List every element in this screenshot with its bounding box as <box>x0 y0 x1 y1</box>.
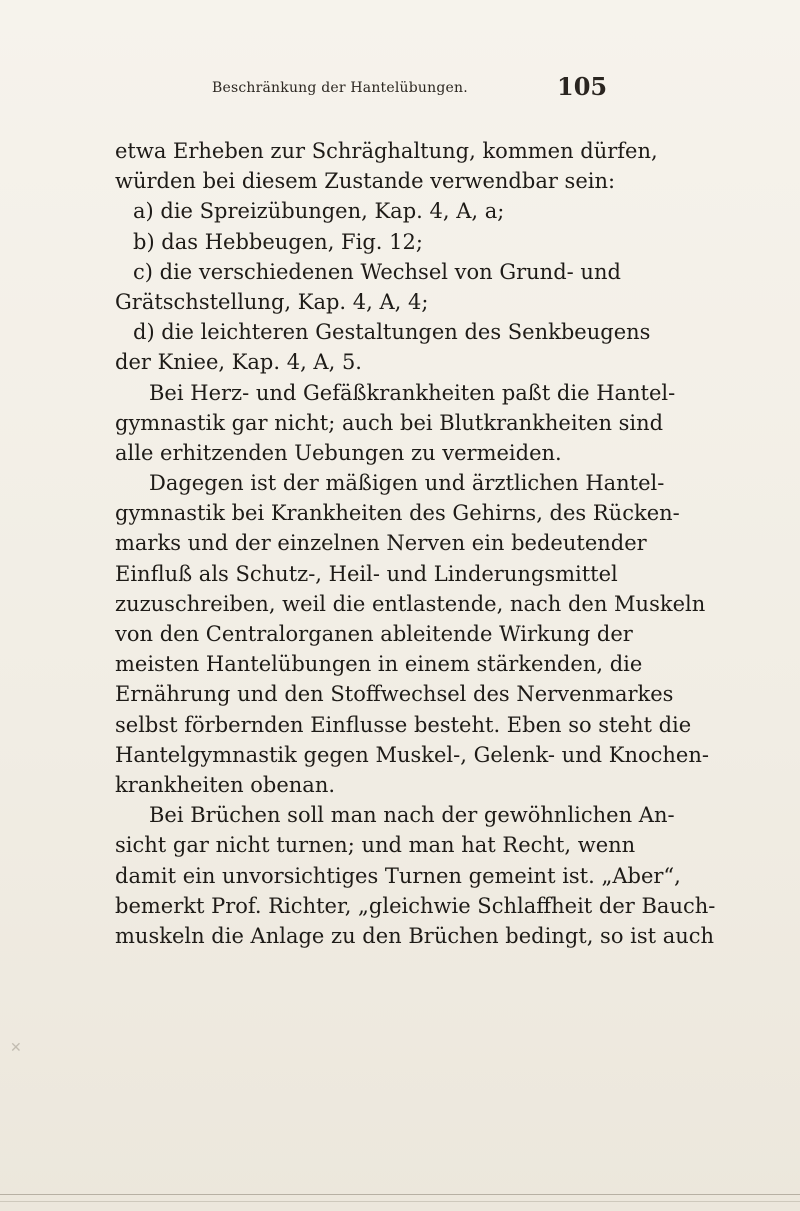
margin-mark-icon: ✕ <box>10 1040 22 1056</box>
page-header <box>0 72 800 112</box>
text-line-26: bemerkt Prof. Richter, „gleichwie Schlaffheit der Bauch- <box>115 893 716 918</box>
text-line-15: Einfluß als Schutz-, Heil- und Linderungsmittel <box>115 561 618 586</box>
text-line-11: alle erhitzenden Uebungen zu vermeiden. <box>115 440 562 465</box>
text-line-24: sicht gar nicht turnen; und man hat Recht, wenn <box>115 833 636 858</box>
list-item-c: c) die verschiedenen Wechsel von Grund- und <box>133 259 621 284</box>
text-line-2: würden bei diesem Zustande verwendbar sein: <box>115 169 616 194</box>
running-head: Beschränkung der Hantelübungen. <box>212 80 468 96</box>
text-line-19: Ernährung und den Stoffwechsel des Nervenmarkes <box>115 682 674 707</box>
list-item-c-continuation: Grätschstellung, Kap. 4, A, 4; <box>115 289 429 314</box>
text-line-25: damit ein unvorsichtiges Turnen gemeint ist. „Aber“, <box>115 863 681 888</box>
bottom-divider <box>0 1194 800 1195</box>
text-line-22: krankheiten obenan. <box>115 772 336 797</box>
list-item-a: a) die Spreizübungen, Kap. 4, A, a; <box>133 199 505 224</box>
text-line-21: Hantelgymnastik gegen Muskel-, Gelenk- und Knochen- <box>115 742 709 767</box>
text-line-16: zuzuschreiben, weil die entlastende, nach den Muskeln <box>115 591 706 616</box>
paragraph-heart-start: Bei Herz- und Gefäßkrankheiten paßt die Hantel- <box>149 380 676 405</box>
page-number: 105 <box>557 72 608 101</box>
paragraph-contrast-start: Dagegen ist der mäßigen und ärztlichen Hantel- <box>149 471 665 496</box>
text-line-10: gymnastik gar nicht; auch bei Blutkrankheiten sind <box>115 410 664 435</box>
bottom-divider-secondary <box>0 1201 800 1202</box>
text-line-17: von den Centralorganen ableitende Wirkung der <box>115 622 633 646</box>
text-line-18: meisten Hantelübungen in einem stärkenden, die <box>115 652 643 677</box>
paragraph-fractures-start: Bei Brüchen soll man nach der gewöhnlichen An- <box>149 803 675 828</box>
list-item-b: b) das Hebbeugen, Fig. 12; <box>133 229 423 254</box>
text-line-20: selbst förbernden Einflusse besteht. Eben so steht die <box>115 712 692 737</box>
text-line-1: etwa Erheben zur Schräghaltung, kommen dürfen, <box>115 139 658 163</box>
text-line-14: marks und der einzelnen Nerven ein bedeutender <box>115 531 647 556</box>
text-line-13: gymnastik bei Krankheiten des Gehirns, des Rücken- <box>115 501 680 526</box>
main-text <box>115 136 800 951</box>
list-item-d-continuation: der Kniee, Kap. 4, A, 5. <box>115 350 362 375</box>
list-item-d: d) die leichteren Gestaltungen des Senkbeugens <box>133 320 651 345</box>
text-line-27: muskeln die Anlage zu den Brüchen bedingt, so ist auch <box>115 923 715 948</box>
